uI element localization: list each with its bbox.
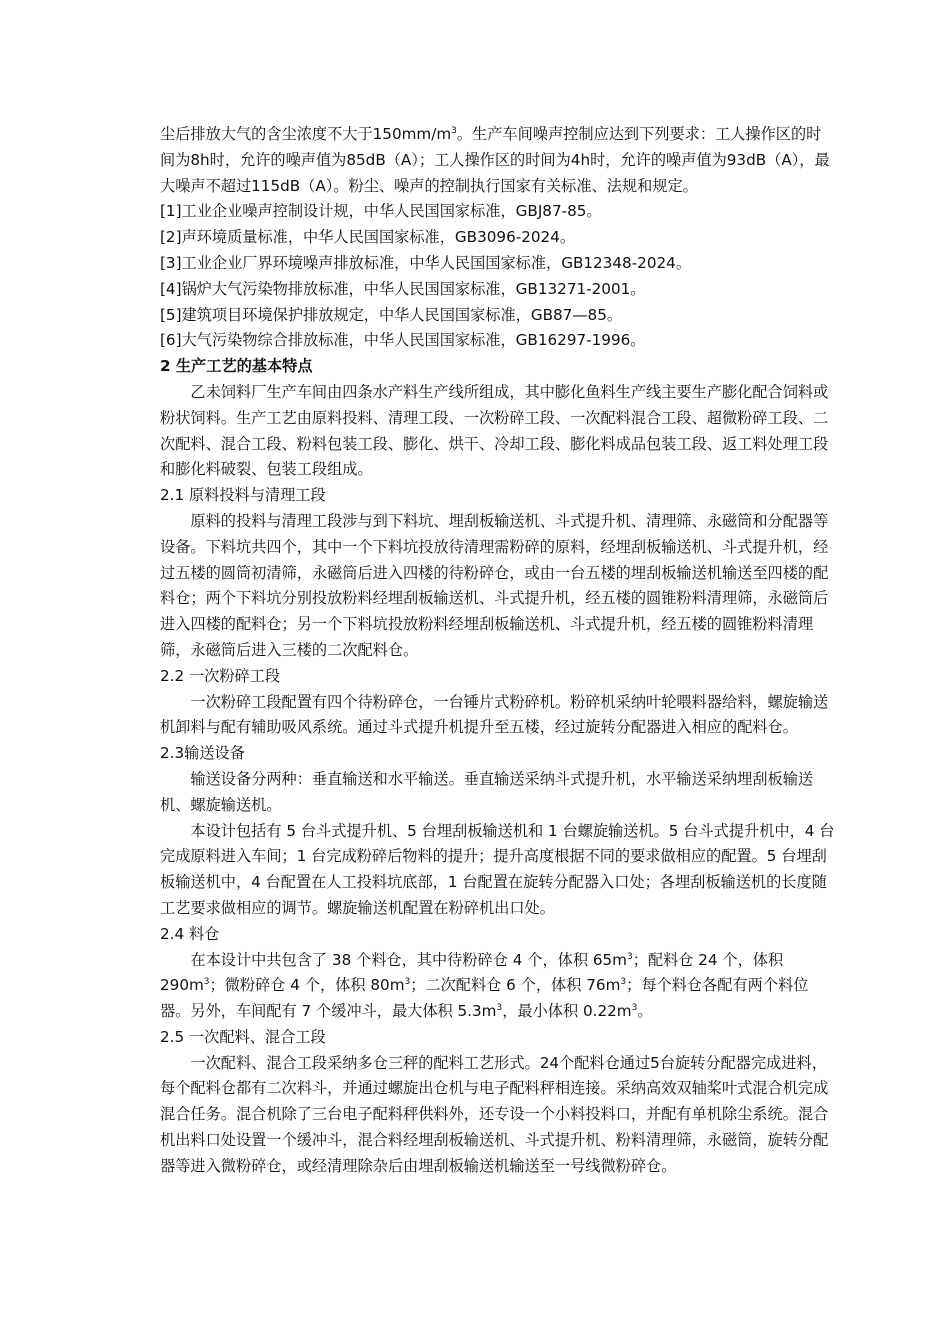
text-run: [6]大气污染物综合排放标准，中华人民国国家标准，GB16297-1996。 — [160, 331, 646, 350]
section-heading-2-2 — [160, 664, 836, 690]
text-run: 尘后排放大气的含尘浓度不大于150mm/m — [160, 125, 452, 143]
paragraph-2-3-a — [160, 767, 836, 819]
section-heading-2-1 — [160, 483, 836, 509]
reference-1 — [160, 199, 836, 225]
text-run: [5]建筑项目环境保护排放规定，中华人民国国家标准，GB87—85。 — [160, 305, 623, 324]
text-run: 。 — [637, 1002, 653, 1021]
chapter-heading-2 — [160, 354, 836, 380]
text-run: 在本设计中共包含了 38 个料仓，其中待粉碎仓 4 个，体积 65m — [190, 950, 627, 969]
text-run: 乙未饲料厂生产车间由四条水产料生产线所组成，其中膨化鱼料生产线主要生产膨化配合饲料或粉状饲料。生产工艺由原料投料、清理工段、一次粉碎工段、一次配料混合工段、超微粉碎工段、二次配料、混合工段、粉料包装工段、膨化、烘干、冷却工段、膨化料成品包装工段、返工料处理工段和膨化料破裂、包装工段组成。 — [160, 382, 829, 479]
text-run: ，最小体积 0.22m — [502, 1002, 632, 1021]
text-run: ；每个料仓各配有两个料位器。另外，车间配有 7 个缓冲斗，最大体积 5.3m — [160, 976, 809, 1021]
text-run: 本设计包括有 5 台斗式提升机、5 台埋刮板输送机和 1 台螺旋输送机。5 台斗式提升机中，4 台完成原料进入车间；1 台完成粉碎后物料的提升；提升高度根据不同的要求做相应的配置。5 台埋刮板输送机中，4 台配置在人工投料坑底部，1 台配置在旋转分配器入口处；各埋刮板输送机的长度随工艺要求做相应的调节。螺旋输送机配置在粉碎机出口处。 — [160, 821, 835, 917]
superscript: 3 — [620, 977, 627, 988]
text-run: [3]工业企业厂界环境噪声排放标准，中华人民国国家标准，GB12348-2024。 — [160, 253, 692, 272]
superscript: 3 — [404, 977, 411, 988]
reference-2 — [160, 225, 836, 251]
text-run: 输送设备分两种：垂直输送和水平输送。垂直输送采纳斗式提升机，水平输送采纳埋刮板输送机、螺旋输送机。 — [160, 769, 814, 814]
text-run: 。生产车间噪声控制应达到下列要求：工人操作区的时间为8h时，允许的噪声值为85dB（A）；工人操作区的时间为4h时，允许的噪声值为93dB（A），最大噪声不超过115dB（A）。粉尘、噪声的控制执行国家有关标准、法规和规定。 — [160, 125, 830, 195]
text-run: ；二次配料仓 6 个，体积 76m — [410, 976, 621, 995]
document-page — [160, 122, 836, 1180]
text-run: 2.3输送设备 — [160, 744, 245, 763]
superscript: 3 — [496, 1003, 503, 1014]
superscript: 3 — [451, 126, 457, 136]
superscript: 3 — [203, 977, 210, 988]
paragraph-2-5 — [160, 1051, 836, 1180]
superscript: 3 — [631, 1003, 638, 1014]
text-run: [4]锅炉大气污染物排放标准，中华人民国国家标准，GB13271-2001。 — [160, 279, 646, 298]
text-run: 2.2 一次粉碎工段 — [160, 666, 281, 685]
text-run: [1]工业企业噪声控制设计规，中华人民国国家标准，GBJ87-85。 — [160, 202, 602, 221]
reference-6 — [160, 328, 836, 354]
text-run: 2.1 原料投料与清理工段 — [160, 486, 326, 505]
section-heading-2-4 — [160, 922, 836, 948]
text-run: [2]声环境质量标准，中华人民国国家标准，GB3096-2024。 — [160, 228, 576, 247]
text-run: ；微粉碎仓 4 个，体积 80m — [209, 976, 405, 995]
section-heading-2-5 — [160, 1025, 836, 1051]
reference-4 — [160, 277, 836, 303]
superscript: 3 — [626, 951, 633, 962]
text-run: 2.5 一次配料、混合工段 — [160, 1027, 326, 1046]
paragraph-2-3-b — [160, 819, 836, 922]
text-run: ；配料仓 24 个，体积290m — [160, 950, 784, 995]
text-run: 2.4 料仓 — [160, 924, 220, 943]
paragraph-process-intro — [160, 380, 836, 483]
reference-3 — [160, 251, 836, 277]
reference-5 — [160, 303, 836, 329]
paragraph-2-4 — [160, 948, 836, 1025]
text-run: 一次配料、混合工段采纳多仓三秤的配料工艺形式。24个配料仓通过5台旋转分配器完成进料，每个配料仓都有二次料斗，并通过螺旋出仓机与电子配料秤相连接。采纳高效双轴桨叶式混合机完成混合任务。混合机除了三台电子配料秤供料外，还专设一个小料投料口，并配有单机除尘系统。混合机出料口处设置一个缓冲斗，混合料经埋刮板输送机、斗式提升机、粉料清理筛，永磁筒，旋转分配器等进入微粉碎仓，或经清理除杂后由埋刮板输送机输送至一号线微粉碎仓。 — [160, 1053, 829, 1175]
paragraph-2-2 — [160, 690, 836, 742]
section-heading-2-3 — [160, 741, 836, 767]
paragraph-2-1 — [160, 509, 836, 664]
text-run: 一次粉碎工段配置有四个待粉碎仓，一台锤片式粉碎机。粉碎机采纳叶轮喂料器给料，螺旋输送机卸料与配有辅助吸风系统。通过斗式提升机提升至五楼，经过旋转分配器进入相应的配料仓。 — [160, 692, 829, 737]
paragraph-noise-control — [160, 122, 836, 199]
text-run: 原料的投料与清理工段涉与到下料坑、埋刮板输送机、斗式提升机、清理筛、永磁筒和分配器等设备。下料坑共四个，其中一个下料坑投放待清理需粉碎的原料，经埋刮板输送机、斗式提升机，经过五楼的圆筒初清筛，永磁筒后进入四楼的待粉碎仓，或由一台五楼的埋刮板输送机输送至四楼的配料仓；两个下料坑分别投放粉料经埋刮板输送机、斗式提升机，经五楼的圆锥粉料清理筛，永磁筒后进入四楼的配料仓；另一个下料坑投放粉料经埋刮板输送机、斗式提升机，经五楼的圆锥粉料清理筛，永磁筒后进入三楼的二次配料仓。 — [160, 511, 829, 659]
text-run: 2 生产工艺的基本特点 — [160, 357, 313, 376]
